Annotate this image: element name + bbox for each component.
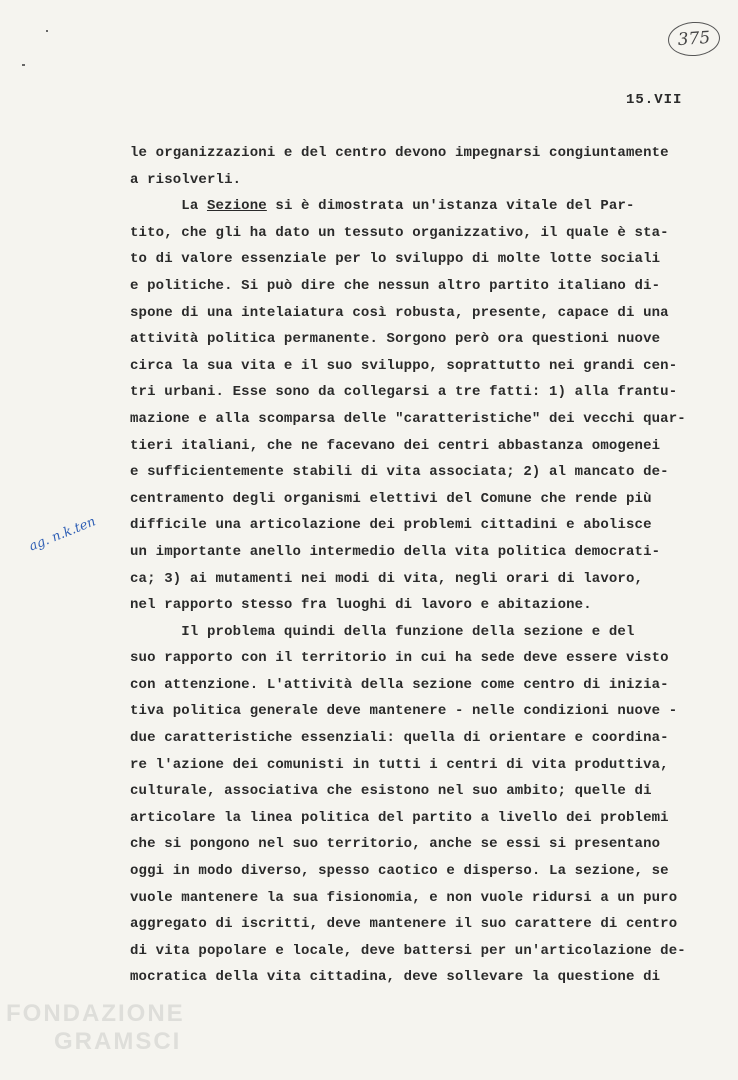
archive-stamp-number: 375 (667, 20, 721, 58)
text-line: mocratica della vita cittadina, deve sollevare la questione di (130, 969, 661, 986)
text-line: Il problema quindi della funzione della sezione e del (130, 623, 635, 640)
typed-body-text (130, 140, 700, 991)
text-line: tiva politica generale deve mantenere - nelle condizioni nuove - (130, 703, 678, 720)
text-line: con attenzione. L'attività della sezione come centro di inizia- (130, 676, 669, 693)
text-line: suo rapporto con il territorio in cui ha sede deve essere visto (130, 650, 669, 667)
text-line: che si pongono nel suo territorio, anche se essi si presentano (130, 836, 661, 853)
text-line: aggregato di iscritti, deve mantenere il suo carattere di centro (130, 916, 678, 933)
text-line: mazione e alla scomparsa delle "caratteristiche" dei vecchi quar- (130, 410, 686, 427)
text-line: nel rapporto stesso fra luoghi di lavoro e abitazione. (130, 597, 592, 614)
text-line: oggi in modo diverso, spesso caotico e disperso. La sezione, se (130, 863, 669, 880)
text-line: di vita popolare e locale, deve battersi per un'articolazione de- (130, 942, 686, 959)
watermark (6, 1000, 185, 1056)
text-line: to di valore essenziale per lo sviluppo di molte lotte sociali (130, 251, 661, 268)
text-line: spone di una intelaiatura così robusta, presente, capace di una (130, 304, 669, 321)
text-line: le organizzazioni e del centro devono impegnarsi congiuntamente (130, 145, 669, 161)
text-line: a risolverli. (130, 171, 242, 188)
text-line: un importante anello intermedio della vita politica democrati- (130, 543, 661, 560)
text-line: circa la sua vita e il suo sviluppo, soprattutto nei grandi cen- (130, 357, 678, 374)
text-line: La Sezione si è dimostrata un'istanza vitale del Par- (130, 198, 635, 215)
text-line: vuole mantenere la sua fisionomia, e non vuole ridursi a un puro (130, 889, 678, 906)
watermark-line: GRAMSCI (54, 1028, 182, 1055)
text-line: tri urbani. Esse sono da collegarsi a tre fatti: 1) alla frantu- (130, 384, 678, 401)
text-line: articolare la linea politica del partito a livello dei problemi (130, 809, 669, 826)
text-line: e sufficientemente stabili di vita associata; 2) al mancato de- (130, 464, 669, 481)
page-number: 15.VII (626, 92, 683, 108)
text-line: tito, che gli ha dato un tessuto organizzativo, il quale è sta- (130, 224, 669, 241)
watermark-line: FONDAZIONE (6, 1000, 185, 1027)
text-line: e politiche. Si può dire che nessun altro partito italiano di- (130, 277, 661, 294)
speck (22, 64, 25, 66)
text-line: tieri italiani, che ne facevano dei centri abbastanza omogenei (130, 437, 661, 454)
text-line: ca; 3) ai mutamenti nei modi di vita, negli orari di lavoro, (130, 570, 644, 587)
text-line: culturale, associativa che esistono nel suo ambito; quelle di (130, 783, 652, 800)
speck (46, 30, 48, 32)
text-line: re l'azione dei comunisti in tutti i centri di vita produttiva, (130, 756, 669, 773)
text-line: due caratteristiche essenziali: quella di orientare e coordina- (130, 730, 669, 747)
underlined-word: Sezione (206, 198, 267, 215)
handwritten-margin-note: ag. n.k.ten (27, 514, 98, 555)
text-line: centramento degli organismi elettivi del Comune che rende più (130, 490, 652, 507)
text-line: attività politica permanente. Sorgono però ora questioni nuove (130, 331, 661, 348)
text-line: difficile una articolazione dei problemi cittadini e abolisce (130, 517, 652, 534)
